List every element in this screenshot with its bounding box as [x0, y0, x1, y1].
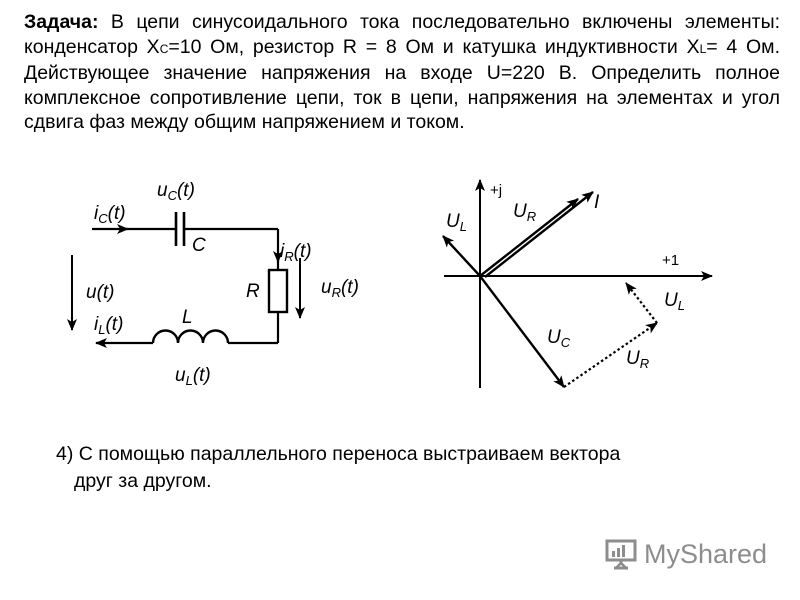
ur-label: $u_R(t)$ [321, 277, 359, 300]
ul-phasor [443, 236, 480, 276]
uc-label: $u_C(t)$ [157, 180, 195, 203]
u-label: u(t) [86, 282, 115, 303]
problem-text-3: = 4 Ом. Действующее значение напряжения на входе U=220 В. Определить полное комплексное сопротивление цепи, ток в цепи, напряжения на элементах и угол сдвига фаз между общим напряжением и током. [24, 35, 781, 134]
myshared-logo [604, 536, 767, 572]
real-axis-label: +1 [662, 252, 680, 269]
ur-translated-phasor [564, 323, 657, 387]
il-label: $i_L(t)$ [94, 314, 124, 337]
step-text [56, 441, 746, 495]
step-line-1: 4) С помощью параллельного переноса выстраиваем вектора [56, 443, 621, 465]
presentation-board-icon [604, 537, 638, 571]
ir-label: $i_R(t)$ [280, 241, 312, 264]
logo-text: MyShared [644, 538, 768, 569]
problem-text-1: В цепи синусоидального тока последовательно включены элементы: конденсатор X [24, 11, 780, 58]
circuit-labels [86, 180, 359, 388]
current-phasor [485, 192, 593, 277]
step-line-2: друг за другом. [74, 470, 212, 492]
ul-label: $u_L(t)$ [175, 365, 211, 388]
current-label: I [594, 192, 600, 213]
problem-label: Задача: [24, 11, 99, 33]
capacitor-label: C [192, 235, 206, 256]
problem-text-2: =10 Ом, резистор R = 8 Ом и катушка индуктивности X [168, 35, 700, 58]
ul-top-label: $U_L$ [446, 211, 467, 234]
ul-translated-phasor [626, 283, 657, 323]
inductor-coil [153, 330, 228, 343]
uc-label-phasor: $U_C$ [547, 327, 571, 350]
ur-top-label: $U_R$ [513, 201, 537, 224]
resistor-symbol [269, 270, 287, 312]
resistor-label: R [246, 281, 260, 302]
imaginary-axis-label: +j [490, 182, 503, 199]
xl-subscript: L [699, 41, 707, 56]
inductor-label: L [182, 307, 193, 328]
ur-bottom-label: $U_R$ [626, 348, 650, 371]
ic-label: $i_C(t)$ [94, 203, 126, 226]
xc-subscript: C [159, 41, 169, 56]
ul-right-label: $U_L$ [664, 290, 685, 313]
phasor-diagram [443, 180, 712, 388]
